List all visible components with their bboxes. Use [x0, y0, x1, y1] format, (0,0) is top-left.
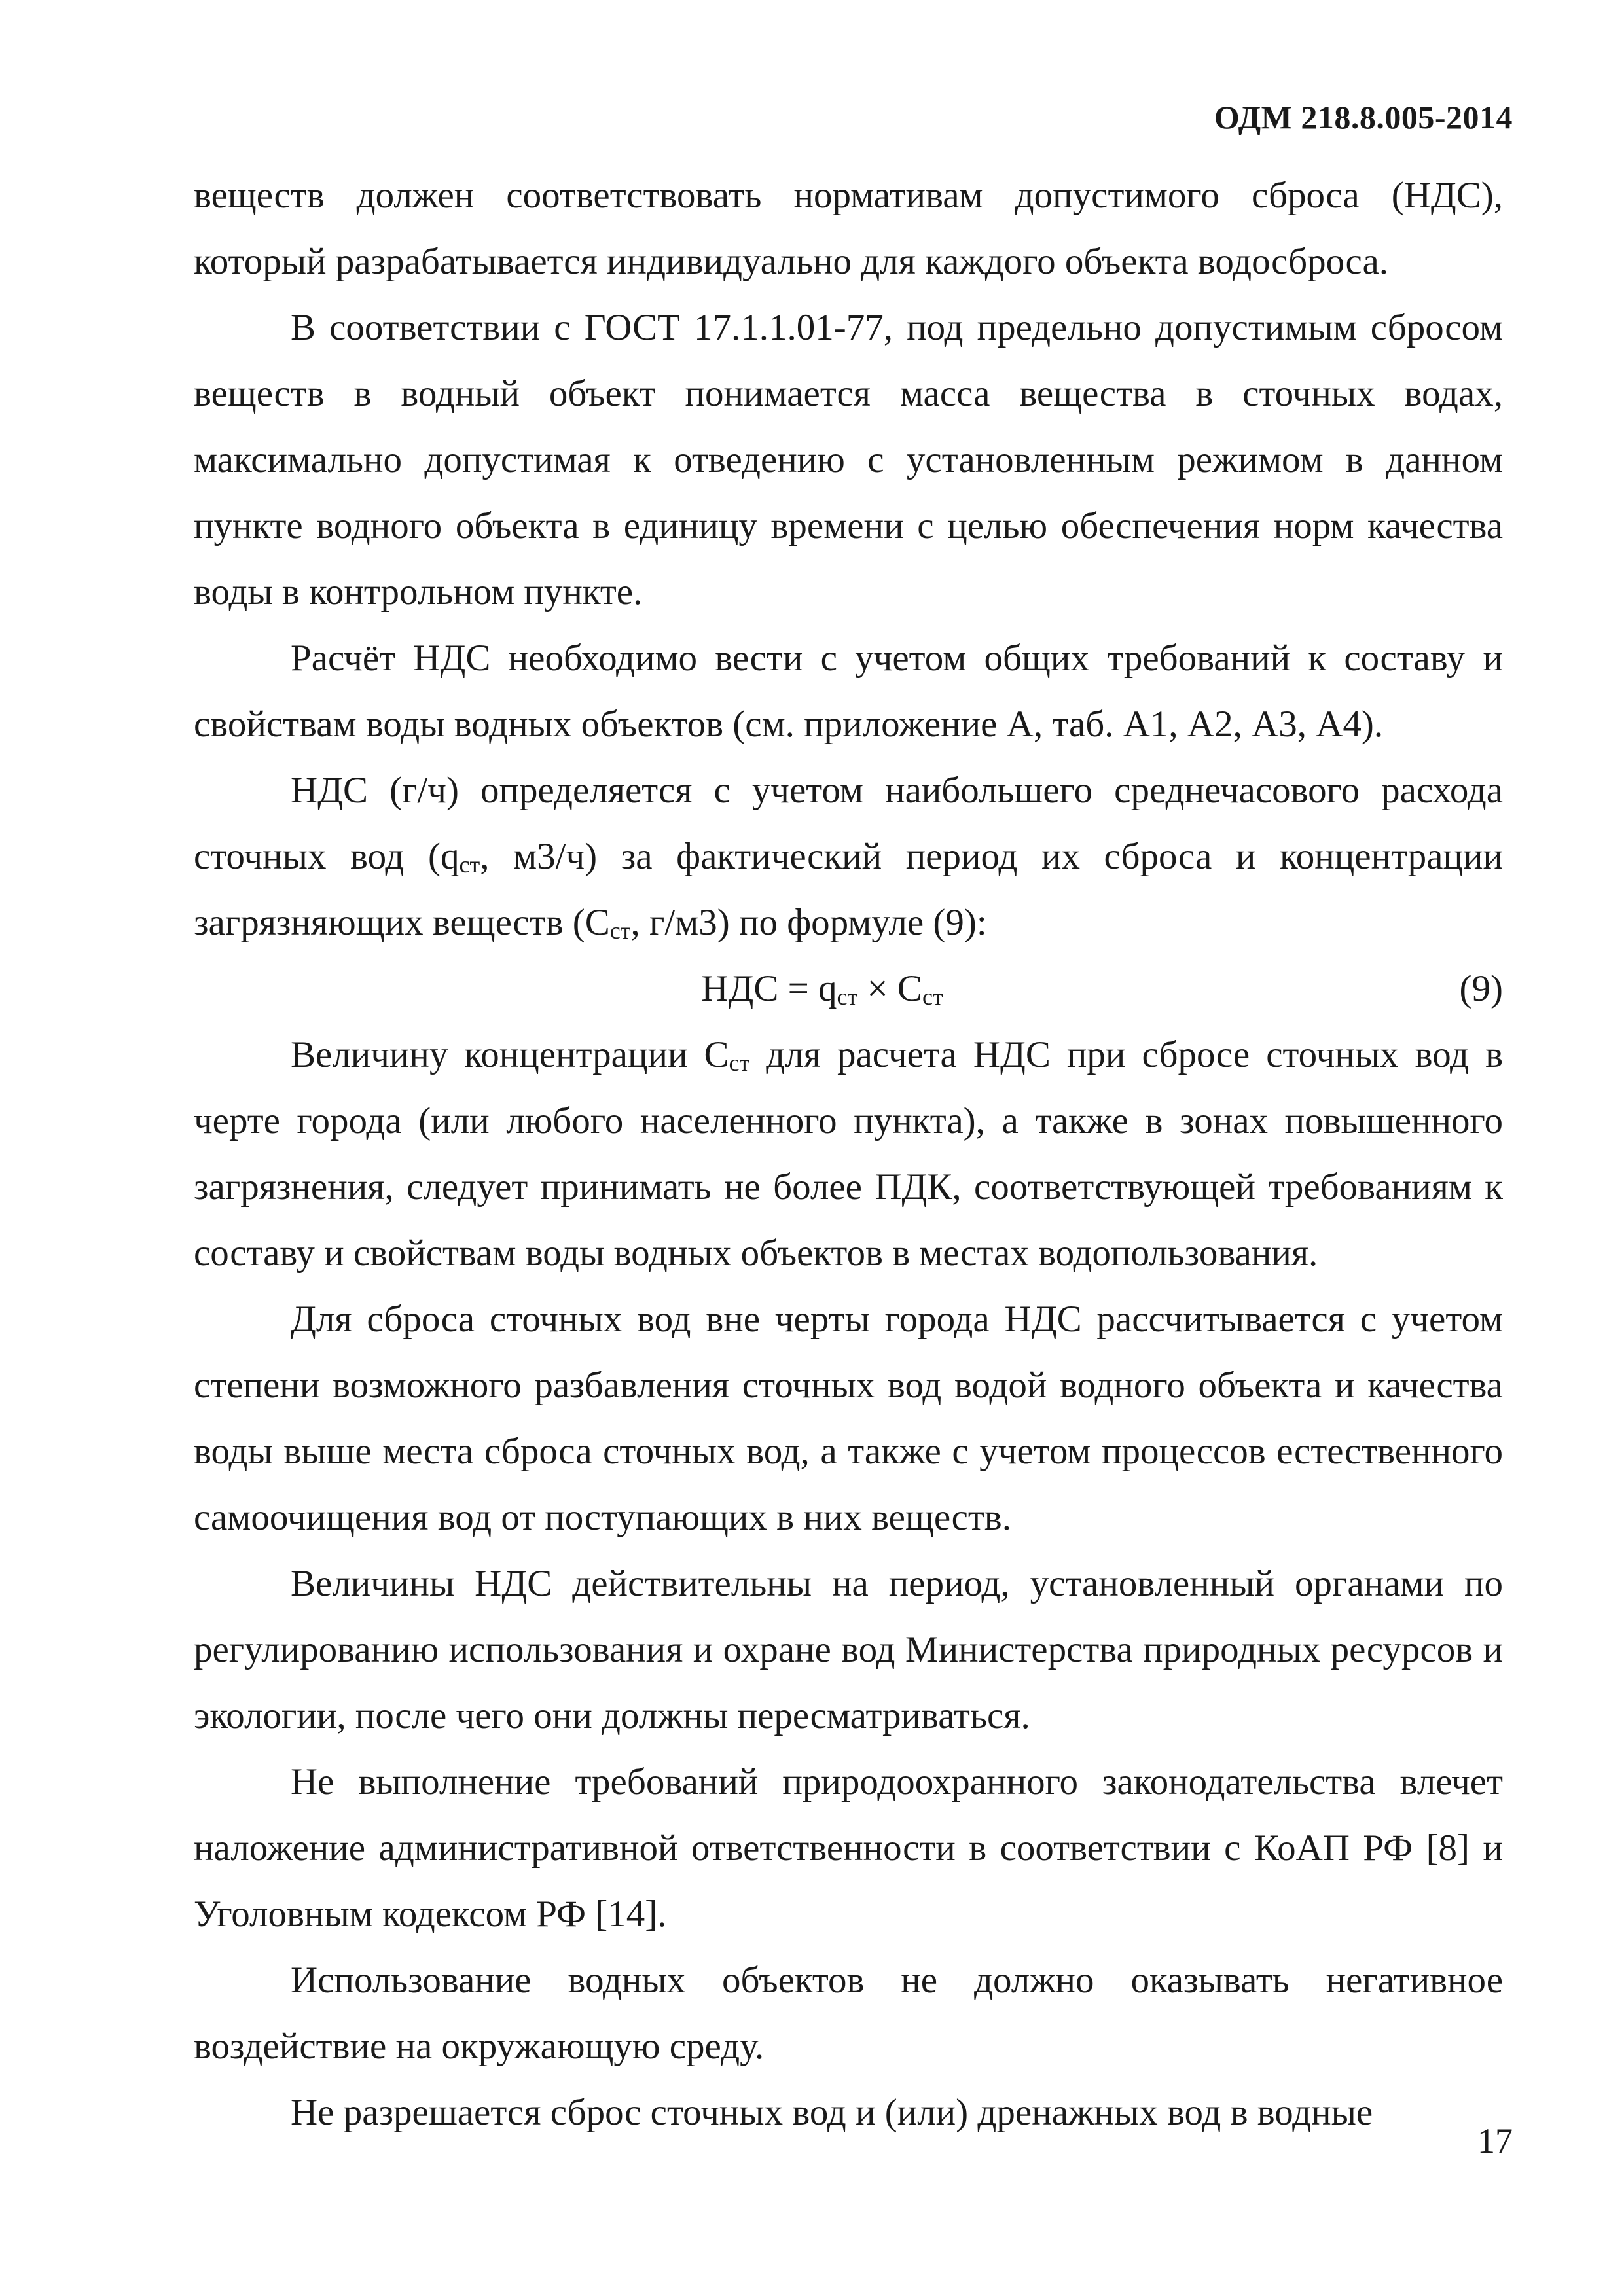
paragraph-5-subscript-1: ст	[729, 1050, 750, 1076]
paragraph-5-text-1: Величину концентрации С	[291, 1034, 729, 1075]
paragraph-5-text-2: для расчета НДС при сбросе сточных вод в черте города (или любого населенного пункта), а также в зонах повышенного загрязнения, следует принимать не более ПДК, соответствующей требованиям к составу и свойствам воды водных объектов в местах водопользования.	[194, 1034, 1503, 1274]
paragraph-5	[194, 1022, 1503, 1286]
formula-q: q	[818, 968, 837, 1009]
formula	[194, 956, 1503, 1022]
paragraph-4-text-1: НДС (г/ч) определяется с учетом наибольшего среднечасового расхода сточных вод (q	[194, 770, 1503, 877]
formula-c-subscript: ст	[922, 984, 943, 1010]
page-number: 17	[1477, 2121, 1513, 2161]
paragraph-10: Не разрешается сброс сточных вод и (или) дренажных вод в водные	[291, 2092, 1373, 2133]
paragraph-4-subscript-2: ст	[609, 918, 631, 944]
document-code: ОДМ 218.8.005-2014	[1214, 99, 1513, 135]
formula-row	[194, 956, 1503, 1022]
paragraph-8: Не выполнение требований природоохранного законодательства влечет наложение административной ответственности в соответствии с КоАП РФ [8] и Уголовным кодексом РФ [14].	[194, 1761, 1503, 1935]
paragraph-2: В соответствии с ГОСТ 17.1.1.01-77, под предельно допустимым сбросом веществ в водный объект понимается масса вещества в сточных водах, максимально допустимая к отведению с установленным режимом в данном пункте водного объекта в единицу времени с целью обеспечения норм качества воды в контрольном пункте.	[194, 307, 1503, 613]
paragraph-9: Использование водных объектов не должно оказывать негативное воздействие на окружающую среду.	[194, 1960, 1503, 2067]
paragraph-3: Расчёт НДС необходимо вести с учетом общих требований к составу и свойствам воды водных объектов (см. приложение А, таб. А1, А2, А3, А4).	[194, 637, 1503, 745]
paragraph-4	[194, 757, 1503, 956]
formula-number: (9)	[1459, 968, 1503, 1009]
formula-lhs: НДС =	[701, 968, 819, 1009]
paragraph-4-subscript-1: ст	[459, 852, 480, 878]
formula-q-subscript: ст	[837, 984, 858, 1010]
body-text	[194, 162, 1503, 2145]
paragraph-1: веществ должен соответствовать нормативам допустимого сброса (НДС), который разрабатывается индивидуально для каждого объекта водосброса.	[194, 175, 1503, 282]
paragraph-4-text-2: , м3/ч) за фактический период их сброса и концентрации загрязняющих веществ (С	[194, 836, 1503, 943]
formula-times-c: × С	[857, 968, 922, 1009]
paragraph-4-text-3: , г/м3) по формуле (9):	[630, 902, 987, 943]
paragraph-7: Величины НДС действительны на период, установленный органами по регулированию использования и охране вод Министерства природных ресурсов и экологии, после чего они должны пересматриваться.	[194, 1563, 1503, 1736]
paragraph-6: Для сброса сточных вод вне черты города НДС рассчитывается с учетом степени возможного разбавления сточных вод водой водного объекта и качества воды выше места сброса сточных вод, а также с учетом процессов естественного самоочищения вод от поступающих в них веществ.	[194, 1299, 1503, 1538]
